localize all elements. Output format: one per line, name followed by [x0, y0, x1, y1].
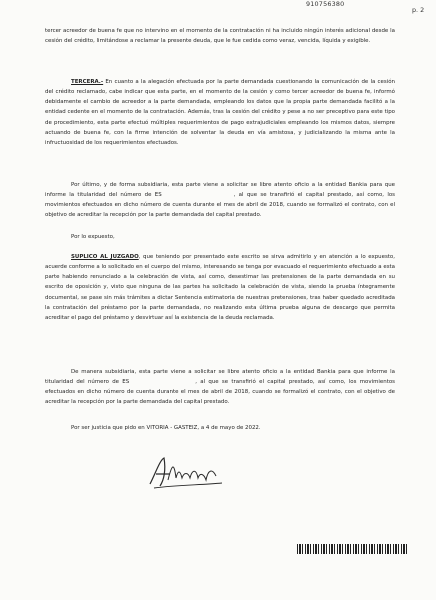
paragraph-subsidiary-request-2 — [45, 367, 395, 408]
paragraph-text: De manera subsidiaria, esta parte viene a solicitar se libre atento oficio a la entidad Bankia para que informe la titularidad del número de ES — [45, 369, 395, 386]
paragraph-text: En cuanto a la alegación efectuada por la parte demandada cuestionando la comunicación de la cesión del crédito reclamado, cabe indicar que esta parte, en el momento de la cesión y como tercer acreedor de buena fe, informó debidamente el cambio de acreedor a la parte demandada, empleando los datos que la propia parte demandada facilitó a la entidad cedente en el momento de la contratación. Además, tras la cesión del crédito y pese a no ser preceptivo para este tipo de procedimiento, esta parte efectuó múltiples requerimientos de pago extrajudiciales empleando los mismos datos, siempre actuando de buena fe, con la firme intención de solventar la deuda en vía amistosa, y judicializando la misma ante la infructuosidad de los requerimientos efectuados. — [45, 79, 395, 146]
paragraph-text: Por lo expuesto, — [71, 234, 115, 240]
paragraph-text: . — [272, 314, 275, 321]
paragraph-text: , al que se transfirió el capital prestado, así como, los movimientos efectuados en dicho número de cuenta durante el mes de abril de 2018, cuando se formalizó el contrato, con el objetivo de acreditar la recepción por la parte demandada del capital prestado. — [45, 192, 395, 219]
suplico-heading: SUPLICO AL JUZGADO — [71, 254, 139, 260]
paragraph-text: Por ser justicia que pido en VITORIA - GASTEIZ, a 4 de mayo de 2022. — [71, 425, 261, 431]
paragraph-text: tercer acreedor de buena fe que no intervino en el momento de la contratación ni ha incluido ningún interés adicional desde la cesión del crédito, limitándose a reclamar la presente deuda, que le fue cedida como veraz, vencida, líquida y exigible. — [45, 28, 395, 45]
paragraph-text: , que teniendo por presentado este escrito se sirva admitirlo y en atención a lo expuesto, acuerde conforme a lo solicitado en el cuerpo del mismo, interesando se tenga por evacuado el requerimiento efectuado a esta parte habiendo renunciado a la celebración de vista, así como, desestimar las pretensiones de la parte demandada en su escrito de oposición y, visto que ninguna de las partes ha solicitado la celebración de vista, siendo la prueba íntegramente documental, se pase sin más trámites a dictar Sentencia estimatoria de nuestras pretensiones, tras haber quedado acreditada la contratación del préstamo por la parte demandada, no realizando esta última prueba alguna de descargo que permita acreditar el pago del préstamo y desvirtuar así la existencia de la deuda reclamada — [45, 254, 395, 321]
paragraph-text: Por último, y de forma subsidiaria, esta parte viene a solicitar se libre atento oficio a la entidad Bankia para que informe la titularidad del número de ES — [45, 182, 395, 199]
paragraph-tercera — [45, 77, 395, 148]
redacted-account-number — [162, 191, 234, 198]
paragraph-1 — [45, 26, 395, 46]
document-number: 910756380 — [306, 0, 345, 8]
paragraph-suplico — [45, 252, 395, 323]
paragraph-subsidiary-request — [45, 180, 395, 221]
redacted-account-number — [129, 378, 195, 385]
handwritten-signature — [146, 452, 226, 492]
section-heading: TERCERA.- — [71, 79, 104, 85]
page-number: p. 2 — [412, 6, 425, 14]
paragraph-text: , al que se transfirió el capital prestado, así como, los movimientos efectuados en dicho número de cuenta durante el mes de abril de 2018, cuando se formalizó el contrato, con el objetivo de acreditar la recepción por la parte demandada del capital prestado. — [45, 379, 395, 406]
closing-line — [45, 423, 395, 433]
barcode — [297, 544, 407, 554]
paragraph-por-lo-expuesto — [45, 232, 395, 242]
